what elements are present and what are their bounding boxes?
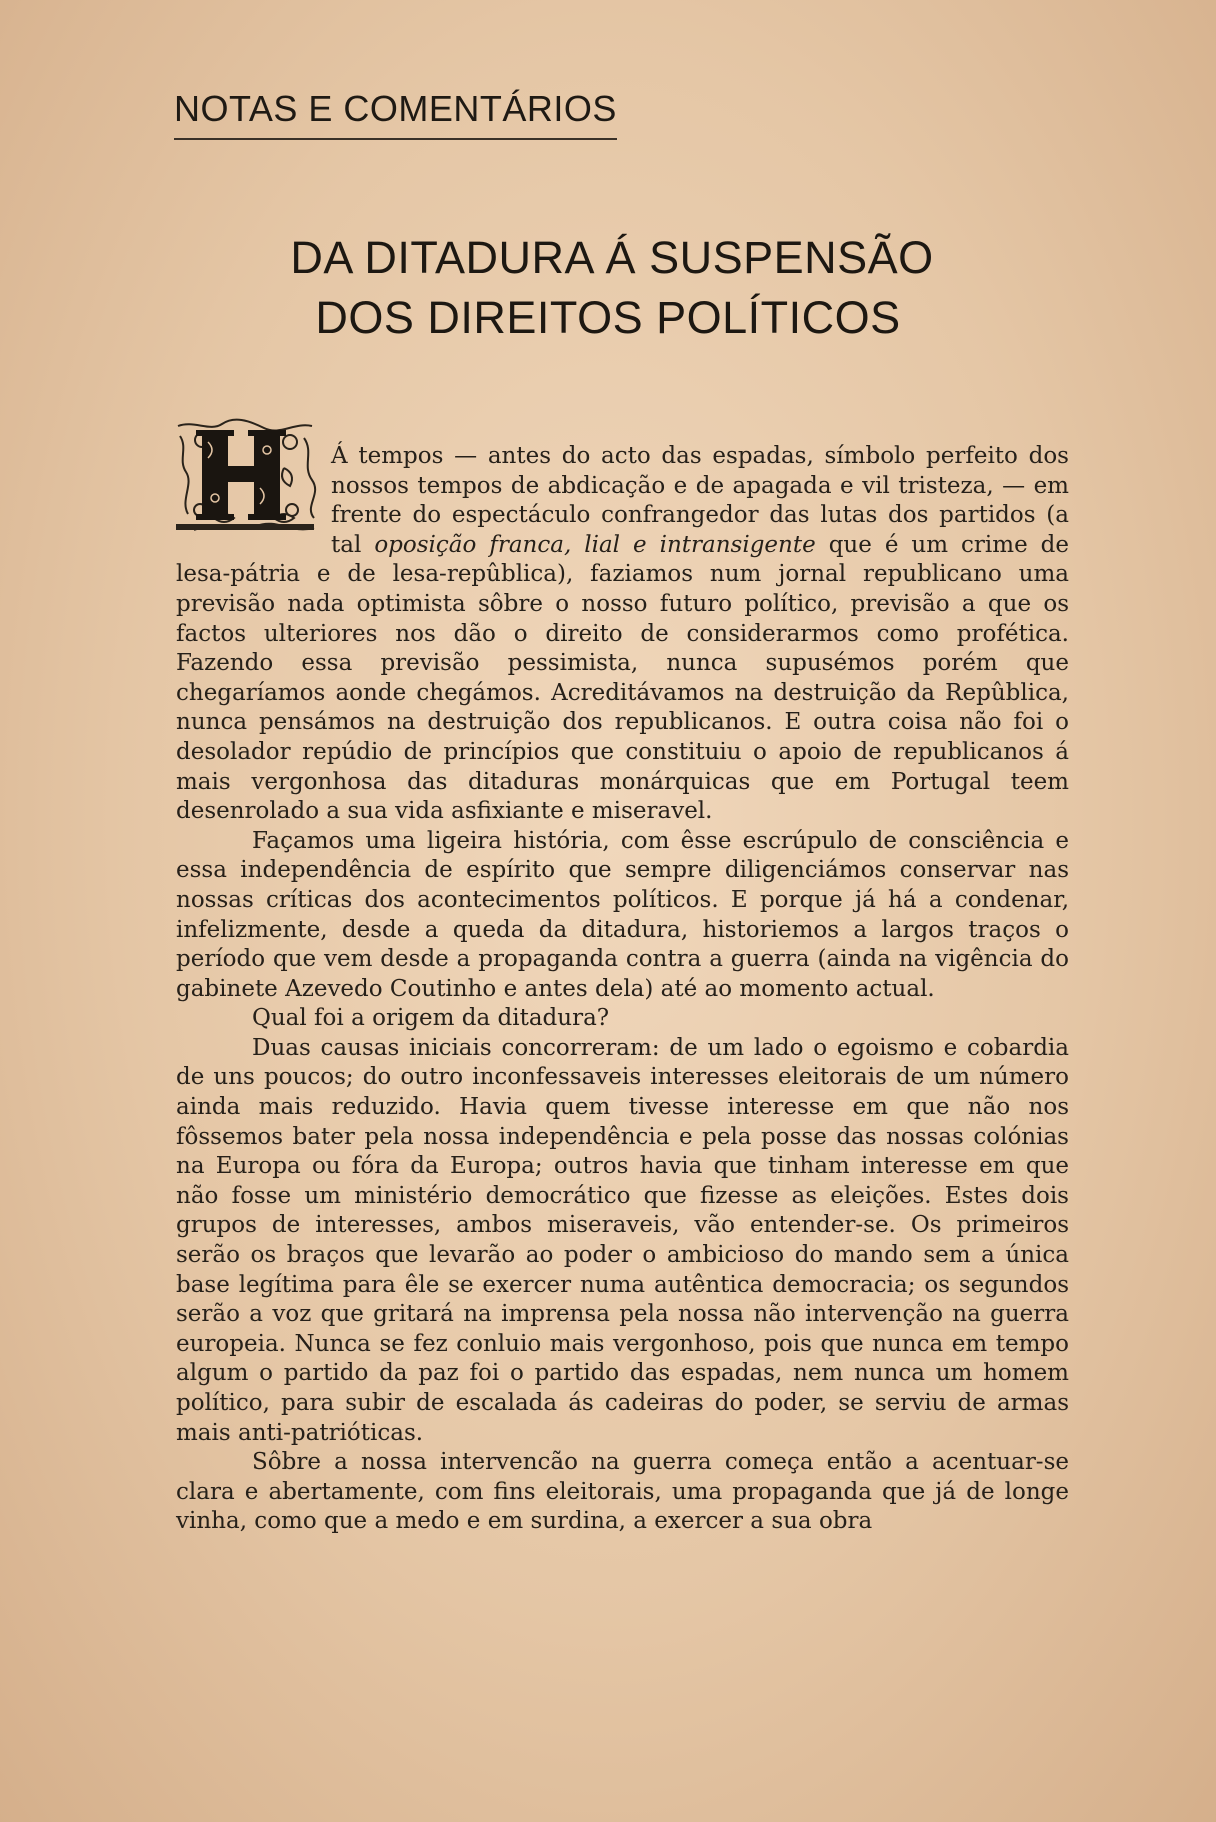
paragraph-3: Qual foi a origem da ditadura?	[252, 1005, 610, 1032]
title-line-1: DA DITADURA Á SUSPENSÃO	[290, 232, 934, 283]
paragraph-4: Duas causas iniciais concorreram: de um lado o egoismo e cobardia de uns poucos; do outro inconfessaveis interesses eleitorais de um número ainda mais reduzido. Havia quem tivesse interesse em que não nos fôssemos bater pela nossa independência e pela posse das nossas colónias na Europa ou fóra da Europa; outros havia que tinham interesse em que não fosse um ministério democrático que fizesse as eleições. Estes dois grupos de interesses, ambos miseraveis, vão entender-se. Os primeiros serão os braços que levarão ao poder o ambicioso do mando sem a única base legítima para êle se exercer numa autêntica democracia; os segundos serão a voz que gritará na imprensa pela nossa não intervenção na guerra europeia. Nunca se fez conluio mais vergonhoso, pois que nunca em tempo algum o partido da paz foi o partido das espadas, nem nunca um homem político, para subir de escalada ás cadeiras do poder, se serviu de armas mais anti-patrióticas.	[176, 1034, 1069, 1446]
title-line-2: DOS DIREITOS POLÍTICOS	[315, 292, 901, 343]
article-body	[176, 442, 1069, 1537]
article-title	[0, 228, 1216, 348]
paragraph-1-text-a: Á tempos — antes do acto das espadas, símbolo perfeito dos nossos tempos de abdicação e de apagada e vil tristeza, — em frente do espectáculo confrangedor das lutas dos partidos (a tal	[331, 443, 1069, 558]
paragraph-2: Façamos uma ligeira história, com êsse escrúpulo de consciência e essa independência de espírito que sempre diligenciámos conservar nas nossas críticas dos acontecimentos políticos. E porque já há a condenar, infelizmente, desde a queda da ditadura, historiemos a largos traços o período que vem desde a propaganda contra a guerra (ainda na vigência do gabinete Azevedo Coutinho e antes dela) até ao momento actual.	[176, 827, 1069, 1002]
section-header: NOTAS E COMENTÁRIOS	[174, 88, 617, 140]
paragraph-1-text-c: que é um crime de lesa-pátria e de lesa-repûblica), faziamos num jornal republicano uma previsão nada optimista sôbre o nosso futuro político, previsão a que os factos ulteriores nos dão o direito de considerarmos como profética. Fazendo essa previsão pessimista, nunca supusémos porém que chegaríamos aonde chegámos. Acreditávamos na destruição da Repûblica, nunca pensámos na destruição dos republicanos. E outra coisa não foi o desolador repúdio de princípios que constituiu o apoio de republicanos á mais vergonhosa das ditaduras monárquicas que em Portugal teem desenrolado a sua vida asfixiante e miseravel.	[176, 531, 1070, 825]
paragraph-1-emphasis: oposição franca, lial e intransigente	[374, 531, 816, 558]
paragraph-1	[176, 442, 1069, 827]
ornamental-drop-cap-icon	[174, 418, 319, 535]
paragraph-5: Sôbre a nossa intervencão na guerra começa então a acentuar-se clara e abertamente, com fins eleitorais, uma propaganda que já de longe vinha, como que a medo e em surdina, a exercer a sua obra	[176, 1449, 1069, 1535]
